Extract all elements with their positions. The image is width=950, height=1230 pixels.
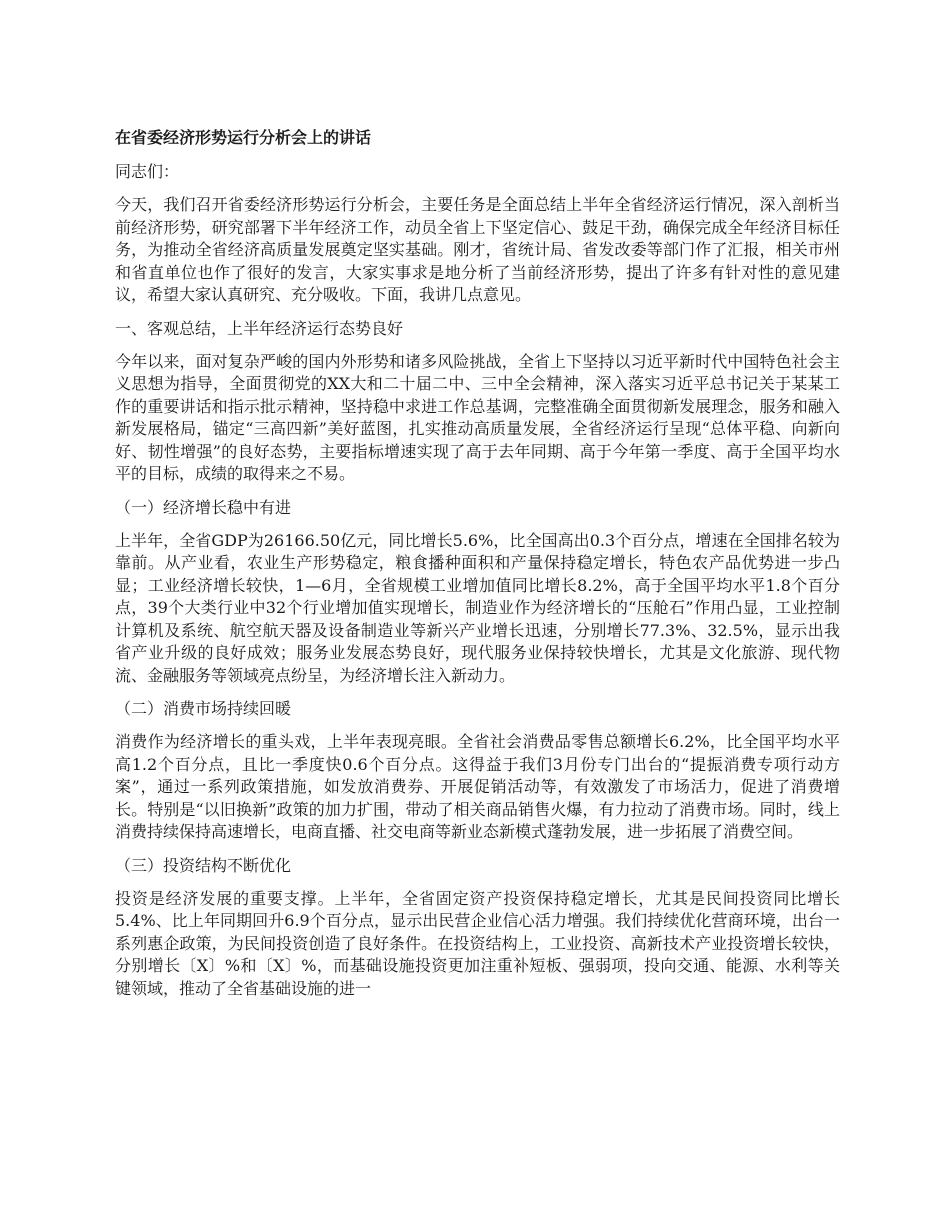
subsection-heading-3: （三）投资结构不断优化 bbox=[115, 855, 292, 875]
greeting: 同志们： bbox=[115, 162, 180, 181]
intro-paragraph: 今天，我们召开省委经济形势运行分析会，主要任务是全面总结上半年全省经济运行情况，深入剖析当前经济形势，研究部署下半年经济工作，动员全省上下坚定信心、鼓足干劲，确保完成全年经济目标任务，为推动全省经济高质量发展奠定坚实基础。刚才，省统计局、省发改委等部门作了汇报，相关市州和省直单位也作了很好的发言，大家实事求是地分析了当前经济形势，提出了许多有针对性的意见建议，希望大家认真研究、充分吸收。下面，我讲几点意见。 bbox=[115, 195, 840, 304]
subsection-heading-2: （二）消费市场持续回暖 bbox=[115, 699, 292, 718]
subsection-paragraph-3: 投资是经济发展的重要支撑。上半年，全省固定资产投资保持稳定增长，尤其是民间投资同比增长5.4%、比上年同期回升6.9个百分点，显示出民营企业信心活力增强。我们持续优化营商环境，出台一系列惠企政策，为民间投资创造了良好条件。在投资结构上，工业投资、高新技术产业投资增长较快，分别增长〔X〕%和〔X〕%，而基础设施投资更加注重补短板、强弱项，投向交通、能源、水利等关键领域，推动了全省基础设施的进一 bbox=[115, 888, 840, 998]
subsection-heading-1: （一）经济增长稳中有进 bbox=[115, 497, 292, 517]
section-paragraph-1: 今年以来，面对复杂严峻的国内外形势和诸多风险挑战，全省上下坚持以习近平新时代中国特色社会主义思想为指导，全面贯彻党的XX大和二十届二中、三中全会精神，深入落实习近平总书记关于某某工作的重要讲话和指示批示精神，坚持稳中求进工作总基调，完整准确全面贯彻新发展理念，服务和融入新发展格局，锚定“三高四新”美好蓝图，扎实推动高质量发展，全省经济运行呈现“总体平稳、向新向好、韧性增强”的良好态势，主要指标增速实现了高于去年同期、高于今年第一季度、高于全国平均水平的目标，成绩的取得来之不易。 bbox=[115, 351, 840, 483]
section-heading-1: 一、客观总结，上半年经济运行态势良好 bbox=[115, 318, 404, 338]
subsection-paragraph-2: 消费作为经济增长的重头戏，上半年表现亮眼。全省社会消费品零售总额增长6.2%，比全国平均水平高1.2个百分点，且比一季度快0.6个百分点。这得益于我们3月份专门出台的“提振消费专项行动方案”，通过一系列政策措施，如发放消费券、开展促销活动等，有效激发了市场活力，促进了消费增长。特别是“以旧换新”政策的加力扩围，带动了相关商品销售火爆，有力拉动了消费市场。同时，线上消费持续保持高速增长，电商直播、社交电商等新业态新模式蓬勃发展，进一步拓展了消费空间。 bbox=[115, 732, 840, 841]
document-page bbox=[115, 126, 840, 1010]
document-title: 在省委经济形势运行分析会上的讲话 bbox=[115, 128, 372, 147]
subsection-paragraph-1: 上半年，全省GDP为26166.50亿元，同比增长5.6%，比全国高出0.3个百分点，增速在全国排名较为靠前。从产业看，农业生产形势稳定，粮食播种面积和产量保持稳定增长，特色农产品优势进一步凸显；工业经济增长较快，1—6月，全省规模工业增加值同比增长8.2%，高于全国平均水平1.8个百分点，39个大类行业中32个行业增加值实现增长，制造业作为经济增长的“压舱石”作用凸显，工业控制计算机及系统、航空航天器及设备制造业等新兴产业增长迅速，分别增长77.3%、32.5%，显示出我省产业升级的良好成效；服务业发展态势良好，现代服务业保持较快增长，尤其是文化旅游、现代物流、金融服务等领域亮点纷呈，为经济增长注入新动力。 bbox=[115, 530, 840, 685]
